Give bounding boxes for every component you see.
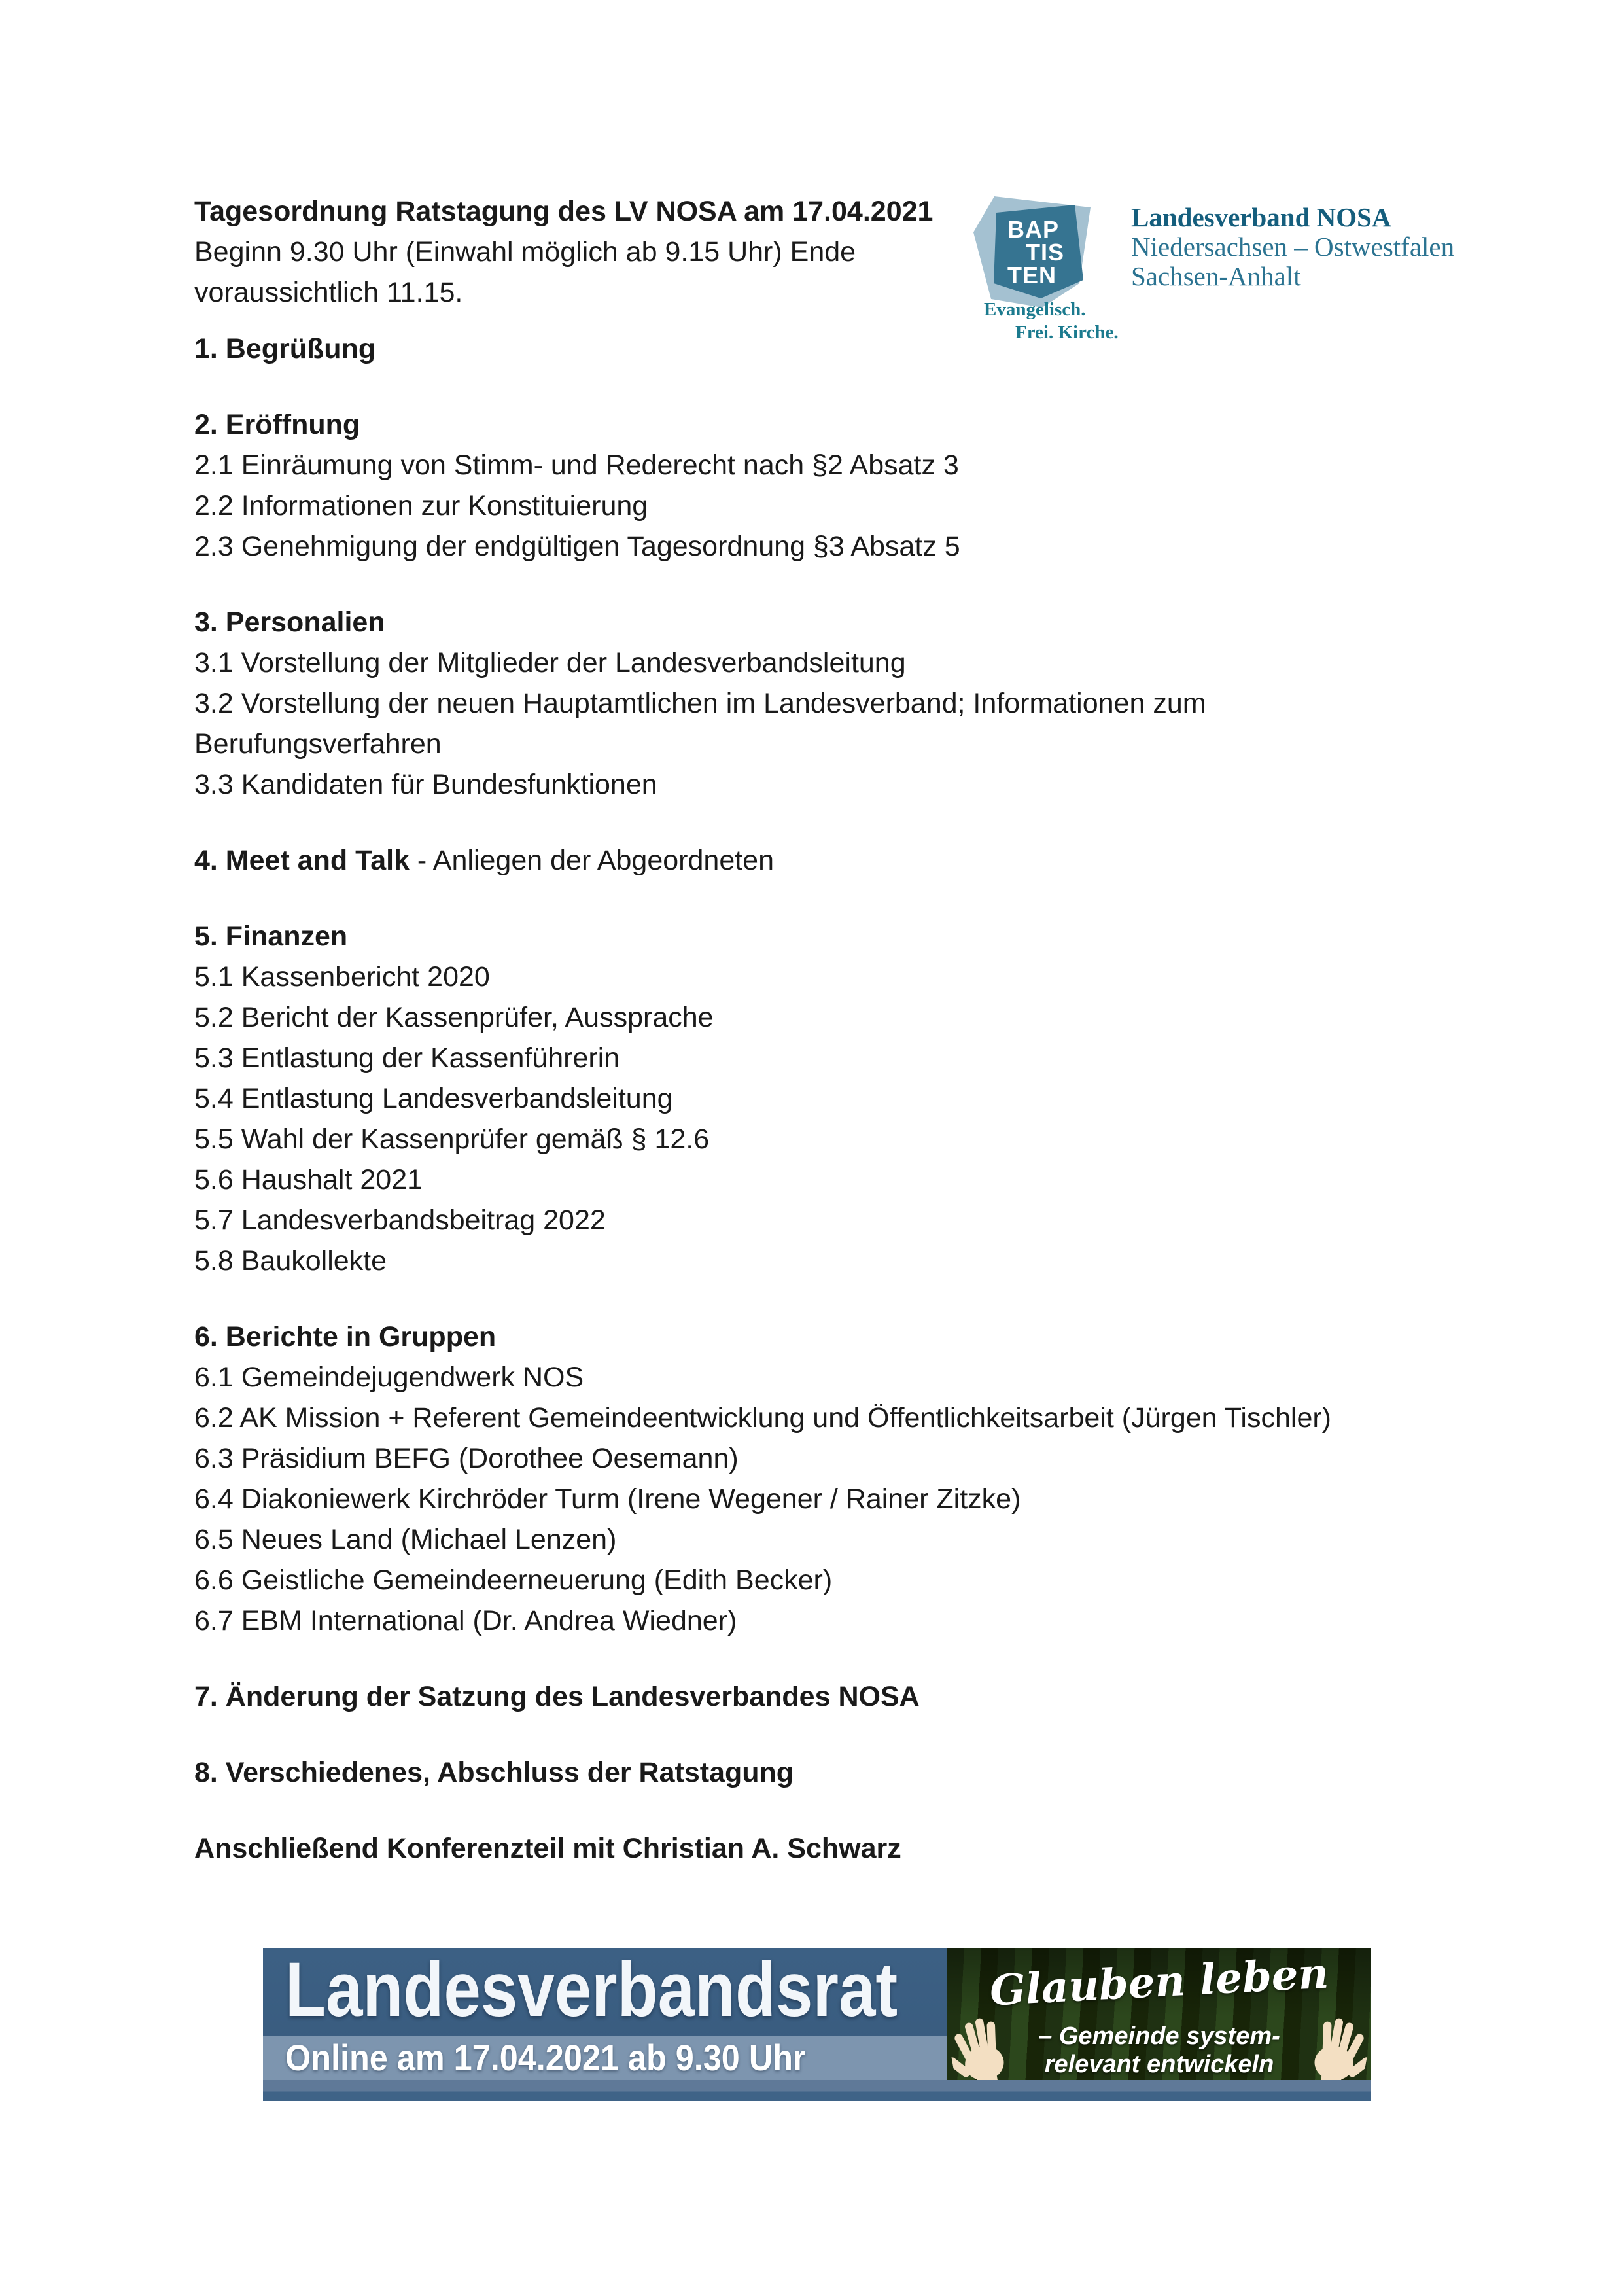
banner-right-panel <box>947 1948 1371 2101</box>
baptisten-shield-icon <box>970 192 1096 315</box>
raised-hand-icon <box>1299 2001 1371 2091</box>
agenda-line: 4. Meet and Talk - Anliegen der Abgeordneten <box>194 845 775 876</box>
agenda-line: Anschließend Konferenzteil mit Christian A. Schwarz <box>194 1833 901 1864</box>
logo-tagline-line1: Evangelisch. <box>984 299 1086 320</box>
agenda-body <box>194 331 1503 1907</box>
banner-title: Landesverbandsrat <box>285 1948 898 2033</box>
agenda-line: 3. Personalien <box>194 607 385 638</box>
agenda-line: 2.2 Informationen zur Konstituierung <box>194 490 648 521</box>
logo-text-block <box>1131 203 1454 291</box>
landesverbandsrat-banner <box>263 1948 1371 2101</box>
agenda-line: 5.6 Haushalt 2021 <box>194 1164 423 1195</box>
agenda-line: 6.2 AK Mission + Referent Gemeindeentwicklung und Öffentlichkeitsarbeit (Jürgen Tischler) <box>194 1402 1331 1434</box>
agenda-line: 2. Eröffnung <box>194 409 360 440</box>
agenda-line: 6.6 Geistliche Gemeindeerneuerung (Edith Becker) <box>194 1564 833 1596</box>
agenda-line: Tagesordnung Ratstagung des LV NOSA am 17.04.2021 <box>194 196 934 227</box>
agenda-line: 2.3 Genehmigung der endgültigen Tagesordnung §3 Absatz 5 <box>194 531 960 562</box>
agenda-section-4 <box>194 843 1503 879</box>
agenda-line: 5.4 Entlastung Landesverbandsleitung <box>194 1083 673 1114</box>
agenda-section-6 <box>194 1319 1503 1639</box>
agenda-section-7 <box>194 1679 1503 1715</box>
agenda-line: Berufungsverfahren <box>194 728 442 760</box>
agenda-line: 5.1 Kassenbericht 2020 <box>194 961 490 993</box>
agenda-line: Beginn 9.30 Uhr (Einwahl möglich ab 9.15 Uhr) Ende <box>194 236 856 268</box>
agenda-line: 2.1 Einräumung von Stimm- und Rederecht nach §2 Absatz 3 <box>194 450 959 481</box>
baptisten-logo <box>970 190 1493 353</box>
agenda-line: 5. Finanzen <box>194 921 348 952</box>
agenda-line: 6.5 Neues Land (Michael Lenzen) <box>194 1524 617 1555</box>
agenda-section-2 <box>194 407 1503 565</box>
agenda-line: 6.4 Diakoniewerk Kirchröder Turm (Irene Wegener / Rainer Zitzke) <box>194 1483 1021 1515</box>
agenda-line: 5.2 Bericht der Kassenprüfer, Aussprache <box>194 1002 714 1033</box>
logo-mark-line: BAP <box>1007 216 1060 243</box>
banner-subtitle: Online am 17.04.2021 ab 9.30 Uhr <box>285 2037 806 2078</box>
logo-mark-line: TEN <box>1007 262 1056 289</box>
banner-left-panel <box>263 1948 947 2101</box>
agenda-line: 6.1 Gemeindejugendwerk NOS <box>194 1362 584 1393</box>
logo-region-line2: Sachsen-Anhalt <box>1131 261 1301 291</box>
logo-org-name: Landesverband NOSA <box>1131 202 1391 232</box>
logo-tagline-line2: Frei. Kirche. <box>1015 322 1119 343</box>
agenda-line: 6. Berichte in Gruppen <box>194 1321 497 1352</box>
agenda-line: 6.3 Präsidium BEFG (Dorothee Oesemann) <box>194 1443 739 1474</box>
agenda-line: 7. Änderung der Satzung des Landesverbandes NOSA <box>194 1681 920 1712</box>
agenda-line: 5.5 Wahl der Kassenprüfer gemäß § 12.6 <box>194 1123 710 1155</box>
agenda-section-9 <box>194 1831 1503 1867</box>
agenda-line: 6.7 EBM International (Dr. Andrea Wiedner) <box>194 1605 737 1636</box>
agenda-line: 5.8 Baukollekte <box>194 1245 387 1277</box>
logo-region-line1: Niedersachsen – Ostwestfalen <box>1131 232 1455 262</box>
agenda-line: 5.7 Landesverbandsbeitrag 2022 <box>194 1205 606 1236</box>
agenda-line: 1. Begrüßung <box>194 333 376 364</box>
agenda-section-8 <box>194 1755 1503 1791</box>
document-header <box>194 194 973 315</box>
banner-date-strip <box>263 2036 947 2080</box>
logo-mark-line: TIS <box>1026 239 1065 266</box>
agenda-line: 3.3 Kandidaten für Bundesfunktionen <box>194 769 657 800</box>
agenda-line: 5.3 Entlastung der Kassenführerin <box>194 1042 620 1074</box>
agenda-section-3 <box>194 605 1503 803</box>
banner-slogan-script: Glauben leben <box>988 1949 1330 2016</box>
banner-slogan-line2: relevant entwickeln <box>1044 2051 1274 2078</box>
agenda-line: voraussichtlich 11.15. <box>194 277 463 308</box>
agenda-line: 3.2 Vorstellung der neuen Hauptamtlichen im Landesverband; Informationen zum <box>194 688 1206 719</box>
agenda-line: 8. Verschiedenes, Abschluss der Ratstagung <box>194 1757 794 1788</box>
banner-slogan-line1: – Gemeinde system- <box>1038 2022 1280 2050</box>
agenda-section-5 <box>194 919 1503 1279</box>
agenda-line: 3.1 Vorstellung der Mitglieder der Landesverbandsleitung <box>194 647 906 679</box>
